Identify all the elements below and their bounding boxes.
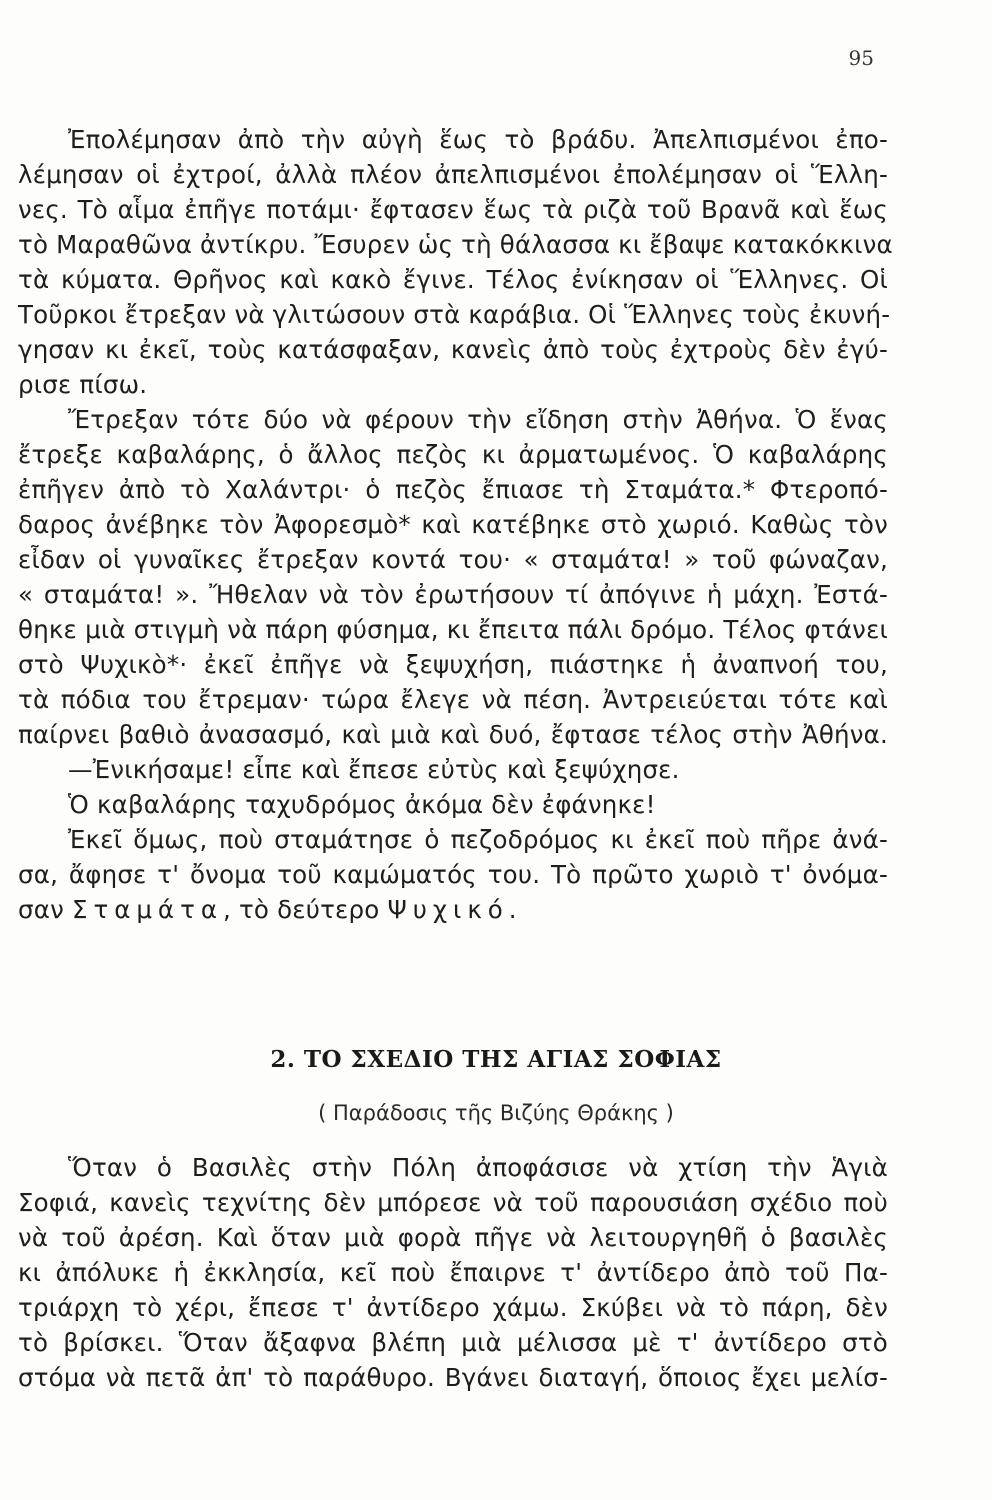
text-line: δαρος ἀνέβηκε τὸν Ἀφορεσμὸ* καὶ κατέβηκε στὸ χωριό. Καθὼς τὸν — [18, 510, 888, 539]
text-line: —Ἐνικήσαμε! εἶπε καὶ ἔπεσε εὐτὺς καὶ ξεψύχησε. — [68, 755, 680, 784]
text-line: λέμησαν οἱ ἐχτροί, ἀλλὰ πλέον ἀπελπισμένοι ἐπολέμησαν οἱ Ἕλλη- — [18, 160, 888, 189]
text-line: « σταμάτα! ». Ἤθελαν νὰ τὸν ἐρωτήσουν τί ἀπόγινε ἡ μάχη. Ἐστά- — [18, 580, 888, 609]
page-number: 95 — [848, 46, 874, 70]
text-line: Τοῦρκοι ἔτρεξαν νὰ γλιτώσουν στὰ καράβια. Οἱ Ἕλληνες τοὺς ἐκυνή- — [18, 300, 891, 329]
village-name-first: Σταμάτα — [71, 895, 223, 924]
text-line: τὰ πόδια του ἔτρεμαν· τώρα ἔλεγε νὰ πέση. Ἀντρειεύεται τότε καὶ — [18, 685, 888, 714]
text-line: Ἔτρεξαν τότε δύο νὰ φέρουν τὴν εἴδηση στὴν Ἀθήνα. Ὁ ἕνας — [68, 405, 888, 434]
section-subtitle: ( Παράδοσις τῆς Βιζύης Θράκης ) — [318, 1101, 674, 1125]
text-fragment: . — [508, 895, 517, 924]
text-line: παίρνει βαθιὸ ἀνασασμό, καὶ μιὰ καὶ δυό, ἔφτασε τέλος στὴν Ἀθήνα. — [18, 720, 888, 749]
text-fragment: , τὸ δεύτερο — [223, 895, 388, 924]
text-line: τριάρχη τὸ χέρι, ἔπεσε τ' ἀντίδερο χάμω. Σκύβει νὰ τὸ πάρη, δὲν — [18, 1293, 888, 1322]
text-line: τὰ κύματα. Θρῆνος καὶ κακὸ ἔγινε. Τέλος ἐνίκησαν οἱ Ἕλληνες. Οἱ — [18, 265, 888, 294]
text-line: τὸ βρίσκει. Ὅταν ἄξαφνα βλέπη μιὰ μέλισσα μὲ τ' ἀντίδερο στὸ — [18, 1328, 888, 1357]
story-text-block — [18, 122, 893, 927]
text-fragment: σαν — [18, 895, 64, 924]
text-line: ρισε πίσω. — [18, 370, 148, 399]
text-line: εἶδαν οἱ γυναῖκες ἔτρεξαν κοντά του· « σταμάτα! » τοῦ φώναζαν, — [18, 545, 888, 574]
text-line: σα, ἄφησε τ' ὄνομα τοῦ καμώματός του. Τὸ πρῶτο χωριὸ τ' ὀνόμα- — [18, 860, 888, 889]
text-line: θηκε μιὰ στιγμὴ νὰ πάρη φύσημα, κι ἔπειτα πάλι δρόμο. Τέλος φτάνει — [18, 615, 888, 644]
section-heading: 2. ΤΟ ΣΧΕΔΙΟ ΤΗΣ ΑΓΙΑΣ ΣΟΦΙΑΣ — [270, 1046, 722, 1073]
text-line: Ὁ καβαλάρης ταχυδρόμος ἀκόμα δὲν ἐφάνηκε! — [68, 790, 656, 819]
text-line: νες. Τὸ αἷμα ἐπῆγε ποτάμι· ἔφτασεν ἕως τὰ ριζὰ τοῦ Βρανᾶ καὶ ἕως — [18, 195, 888, 224]
text-line: στὸ Ψυχικὸ*· ἐκεῖ ἐπῆγε νὰ ξεψυχήση, πιάστηκε ἡ ἀναπνοή του, — [18, 650, 888, 679]
story-text-block-2 — [18, 1150, 888, 1395]
text-line: Ἐπολέμησαν ἀπὸ τὴν αὐγὴ ἕως τὸ βράδυ. Ἀπελπισμένοι ἐπο- — [68, 125, 888, 154]
village-name-second: Ψυχικό — [387, 895, 509, 924]
text-line: κι ἀπόλυκε ἡ ἐκκλησία, κεῖ ποὺ ἔπαιρνε τ' ἀντίδερο ἀπὸ τοῦ Πα- — [18, 1258, 888, 1287]
text-line: γησαν κι ἐκεῖ, τοὺς κατάσφαξαν, κανεὶς ἀπὸ τοὺς ἐχτροὺς δὲν ἐγύ- — [18, 335, 888, 364]
text-line: νὰ τοῦ ἀρέση. Καὶ ὅταν μιὰ φορὰ πῆγε νὰ λειτουργηθῆ ὁ βασιλὲς — [18, 1223, 888, 1252]
text-line: Σοφιά, κανεὶς τεχνίτης δὲν μπόρεσε νὰ τοῦ παρουσιάση σχέδιο ποὺ — [18, 1188, 888, 1217]
text-line: ἔτρεξε καβαλάρης, ὁ ἄλλος πεζὸς κι ἀρματωμένος. Ὁ καβαλάρης — [18, 440, 888, 469]
text-line: Ὅταν ὁ Βασιλὲς στὴν Πόλη ἀποφάσισε νὰ χτίση τὴν Ἁγιὰ — [68, 1153, 888, 1182]
text-line: τὸ Μαραθῶνα ἀντίκρυ. Ἔσυρεν ὡς τὴ θάλασσα κι ἔβαψε κατακόκκινα — [18, 230, 893, 259]
text-line: ἐπῆγεν ἀπὸ τὸ Χαλάντρι· ὁ πεζὸς ἔπιασε τὴ Σταμάτα.* Φτεροπό- — [18, 475, 888, 504]
text-line: Ἐκεῖ ὅμως, ποὺ σταμάτησε ὁ πεζοδρόμος κι ἐκεῖ ποὺ πῆρε ἀνά- — [68, 825, 888, 854]
text-line-final — [18, 892, 888, 927]
text-line: στόμα νὰ πετᾶ ἀπ' τὸ παράθυρο. Βγάνει διαταγή, ὅποιος ἔχει μελίσ- — [18, 1363, 888, 1392]
